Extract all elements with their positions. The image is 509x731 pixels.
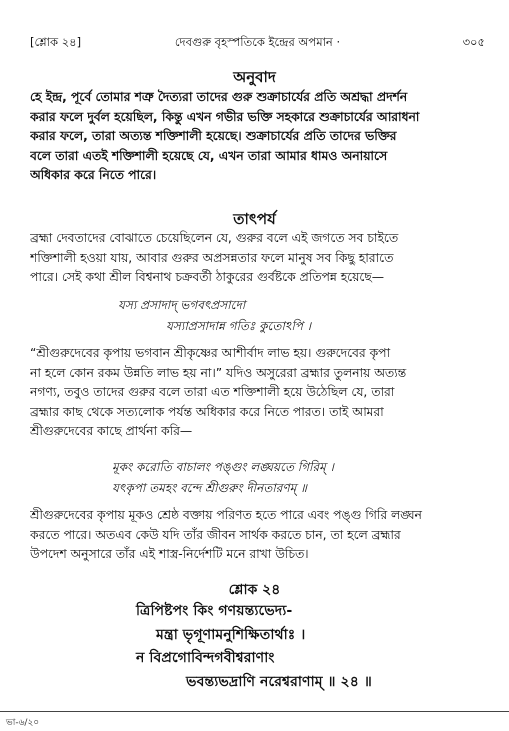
sanskrit-verse-line: ন বিপ্রগোবিন্দগবীশ্বরাণাং — [136, 650, 275, 666]
purport-line: না হলে কোন রকম উন্নতি লাভ হয় না।” যদিও অসুরেরা ব্রহ্মার তুলনায় অত্যন্ত — [30, 365, 407, 380]
header-verse-ref: [শ্লোক ২৪] — [30, 34, 82, 49]
purport-line: পারে। সেই কথা শ্রীল বিশ্বনাথ চক্রবর্তী ঠাকুরের গুর্বষ্টকে প্রতিপন্ন হয়েছে— — [30, 270, 385, 284]
verse-number-heading: শ্লোক ২৪ — [228, 582, 281, 598]
page-number: ৩০৫ — [462, 34, 485, 49]
translation-line: অধিকার করে নিতে পারে। — [30, 168, 157, 182]
translation-line: করার ফলে, তারা অত্যন্ত শক্তিশালী হয়েছে। শুক্রাচার্যের প্রতি তাদের ভক্তির — [30, 129, 397, 143]
purport-paragraph-3 — [30, 506, 485, 565]
purport-line: “শ্রীগুরুদেবের কৃপায় ভগবান শ্রীকৃষ্ণের আশীর্বাদ লাভ হয়। গুরুদেবের কৃপা — [30, 346, 391, 360]
purport-line: ব্রহ্মা দেবতাদের বোঝাতে চেয়েছিলেন যে, গুরুর বলে এই জগতে সব চাইতে — [30, 231, 399, 245]
translation-text — [30, 88, 485, 186]
purport-line: করতে পারে। অতএব কেউ যদি তাঁর জীবন সার্থক করতে চান, তা হলে ব্রহ্মার — [30, 527, 401, 542]
signature-mark: ভা-৬/২০ — [6, 718, 40, 728]
quoted-verse-2 — [112, 457, 334, 499]
quoted-verse-line: যস্যাপ্রসাদান্ন গতিঃ কুতোঽপি । — [166, 319, 312, 333]
purport-paragraph-2 — [30, 344, 485, 442]
purport-line: নগণ্য, তবুও তাদের গুরুর বলে তারা এত শক্তিশালী হয়ে উঠেছিল যে, তারা — [30, 385, 395, 399]
purport-line: শ্রীগুরুদেবের কৃপায় মূকও শ্রেষ্ঠ বক্তায় পরিণত হতে পারে এবং পঙ্গু গিরি লঙ্ঘন — [30, 508, 422, 522]
sanskrit-verse-line: ত্রিপিষ্টপং কিং গণয়ন্ত্যভেদ্য- — [136, 603, 293, 619]
quoted-verse-line: যৎকৃপা তমহং বন্দে শ্রীগুরুং দীনতারণম্ ॥ — [112, 481, 307, 495]
purport-line: ব্রহ্মার কাছ থেকে সত্যলোক পর্যন্ত অধিকার করে নিতে পারত। তাই আমরা — [30, 404, 384, 419]
sanskrit-verse-line: মন্ত্রা ভৃগূণামনুশিক্ষিতার্থাঃ । — [156, 626, 306, 643]
purport-line: শক্তিশালী হওয়া যায়, আবার গুরুর অপ্রসন্নতার ফলে মানুষ সব কিছু হারাতে — [30, 250, 394, 265]
translation-line: করার ফলে দুর্বল হয়েছিল, কিন্তু এখন গভীর ভক্তি সহকারে শুক্রাচার্যের আরাধনা — [30, 109, 420, 124]
translation-line: বলে তারা এতই শক্তিশালী হয়েছে যে, এখন তারা আমার ধামও অনায়াসে — [30, 148, 388, 163]
quoted-verse-line: যস্য প্রসাদাদ্ ভগবৎপ্রসাদো — [118, 298, 246, 312]
purport-heading: তাৎপর্য — [233, 210, 276, 228]
sanskrit-verse — [136, 600, 372, 694]
footer-divider — [0, 711, 509, 712]
purport-line: উপদেশ অনুসারে তাঁর এই শাস্ত্র-নির্দেশটি মনে রাখা উচিত। — [30, 547, 309, 561]
purport-paragraph-1 — [30, 229, 485, 288]
quoted-verse-1 — [118, 295, 311, 337]
running-header — [30, 34, 485, 52]
purport-line: শ্রীগুরুদেবের কাছে প্রার্থনা করি— — [30, 424, 193, 438]
header-chapter-title: দেবগুরু বৃহস্পতিকে ইন্দ্রের অপমান · — [174, 34, 341, 49]
translation-line: হে ইন্দ্র, পূর্বে তোমার শত্রু দৈত্যরা তাদের গুরু শুক্রাচার্যের প্রতি অশ্রদ্ধা প্রদর্শন — [30, 90, 408, 104]
sanskrit-verse-line: ভবন্ত্যভদ্রাণি নরেশ্বরাণাম্ ॥ ২৪ ॥ — [186, 673, 372, 690]
quoted-verse-line: মূকং করোতি বাচালং পঙ্গুং লঙ্ঘয়তে গিরিম্ । — [112, 460, 334, 474]
translation-heading: অনুবাদ — [233, 68, 276, 86]
